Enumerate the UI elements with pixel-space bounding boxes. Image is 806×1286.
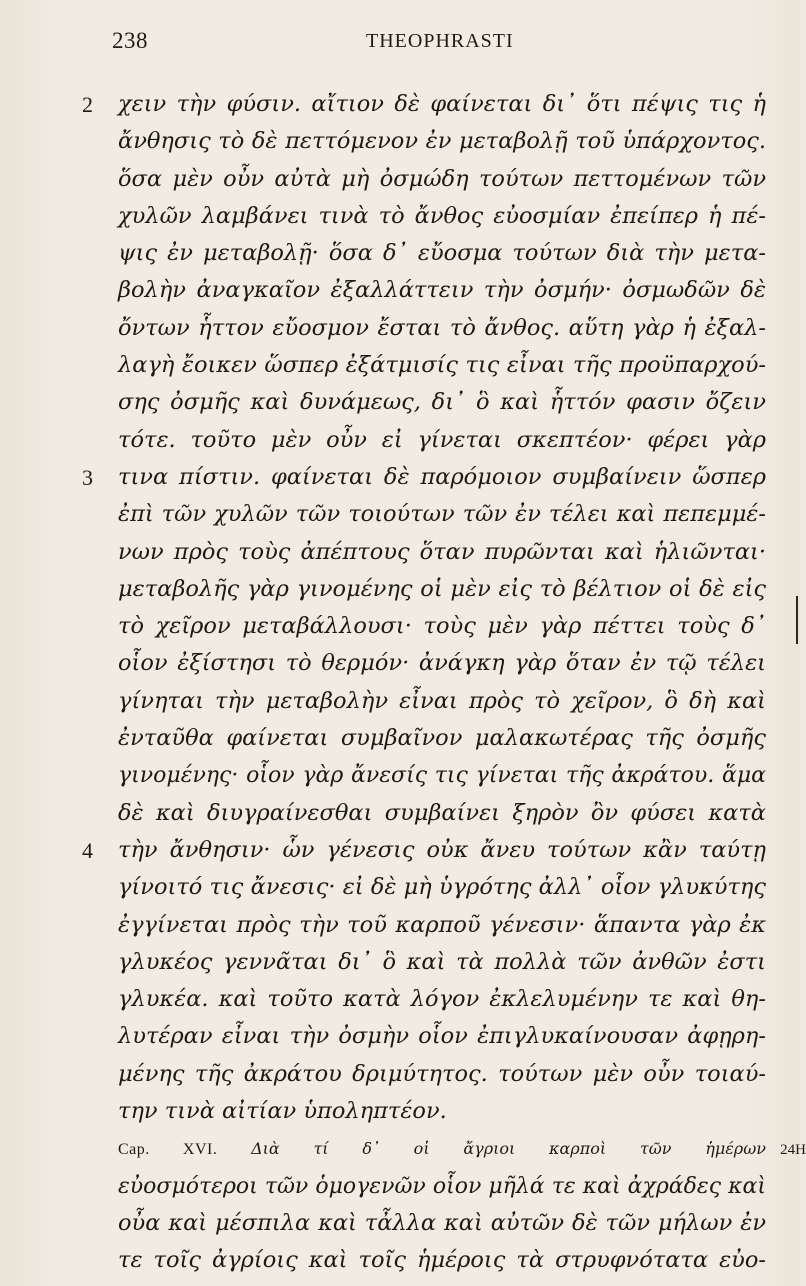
line-text: γλυκέος γεννᾶται δι᾽ ὃ καὶ τὰ πολλὰ τῶν ἀνθῶν ἐστι (118, 948, 766, 975)
line-text: τινα πίστιν. φαίνεται δὲ παρόμοιον συμβαίνειν ὥσπερ (118, 463, 766, 490)
text-line (118, 1242, 766, 1279)
margin-reference: 24H (780, 1142, 806, 1159)
text-line (118, 608, 766, 645)
section-number: 2 (82, 92, 93, 117)
text-line (118, 1205, 766, 1242)
text-line (118, 534, 766, 571)
section-number: 4 (82, 837, 93, 863)
line-text: εὐοσμότεροι τῶν ὁμογενῶν οἷον μῆλά τε καὶ ἀχράδες καὶ (118, 1173, 766, 1199)
chapter-label: Cap. XVI. (118, 1141, 218, 1159)
line-text: ἐνταῦθα φαίνεται συμβαῖνον μαλακωτέρας τῆς ὀσμῆς (118, 725, 766, 752)
line-text: χυλῶν λαμβάνει τινὰ τὸ ἄνθος εὐοσμίαν ἐπείπερ ἡ πέ- (118, 202, 766, 229)
text-line (118, 571, 766, 608)
page-number: 238 (112, 28, 148, 53)
line-text: ἐπὶ τῶν χυλῶν τῶν τοιούτων τῶν ἐν τέλει καὶ πεπεμμέ- (118, 501, 766, 528)
text-line (118, 981, 766, 1018)
text-line (82, 832, 766, 869)
line-text: οὖα καὶ μέσπιλα καὶ τἆλλα καὶ αὐτῶν δὲ τῶν μήλων ἐν (118, 1209, 766, 1236)
text-line (118, 720, 766, 757)
line-text: τότε. τοῦτο μὲν οὖν εἰ γίνεται σκεπτέον· φέρει γὰρ (118, 426, 766, 453)
text-line (118, 310, 766, 347)
text-line (118, 757, 766, 794)
line-text: ἄνθησις τὸ δὲ πεττόμενον ἐν μεταβολῇ τοῦ ὑπάρχοντος. (118, 128, 766, 155)
line-text: ψις ἐν μεταβολῇ· ὅσα δ᾽ εὔοσμα τούτων διὰ τὴν μετα- (118, 240, 766, 267)
line-text: χειν τὴν φύσιν. αἴτιον δὲ φαίνεται δι᾽ ὅτι πέψις τις ἡ (118, 91, 766, 117)
text-line (118, 384, 766, 421)
line-text: γίνοιτό τις ἄνεσις· εἰ δὲ μὴ ὑγρότης ἀλλ᾽ οἷον γλυκύτης (118, 874, 766, 901)
text-line (118, 1168, 766, 1205)
line-text: σης ὀσμῆς καὶ δυνάμεως, δι᾽ ὃ καὶ ἧττόν φασιν ὄζειν (118, 389, 766, 416)
line-text: ὅσα μὲν οὖν αὐτὰ μὴ ὀσμώδη τούτων πεττομένων τῶν (118, 165, 766, 192)
text-block (82, 86, 806, 1280)
line-text: νων πρὸς τοὺς ἀπέπτους ὅταν πυρῶνται καὶ ἡλιῶνται· (118, 538, 766, 565)
text-line (118, 907, 766, 944)
line-text: γινομένης· οἷον γὰρ ἄνεσίς τις γίνεται τῆς ἀκράτου. ἅμα (118, 763, 766, 789)
line-text: Διὰ τί δ᾽ οἱ ἄγριοι καρποὶ τῶν ἡμέρων (251, 1139, 766, 1159)
text-line (118, 347, 766, 384)
page-edge-mark (796, 596, 798, 644)
section-number: 3 (82, 464, 93, 490)
text-line (118, 235, 766, 272)
line-text: δὲ καὶ διυγραίνεσθαι συμβαίνει ξηρὸν ὂν φύσει κατὰ (118, 799, 766, 826)
text-line (82, 459, 766, 496)
line-text: τὸ χεῖρον μεταβάλλουσι· τοὺς μὲν γὰρ πέττει τοὺς δ᾽ (118, 613, 766, 640)
running-head: THEOPHRASTI (366, 30, 514, 52)
line-text: οἷον ἐξίστησι τὸ θερμόν· ἀνάγκη γὰρ ὅταν ἐν τῷ τέλει (118, 650, 766, 677)
line-text: τε τοῖς ἀγρίοις καὶ τοῖς ἡμέροις τὰ στρυφνότατα εὐο- (118, 1247, 766, 1274)
text-line (118, 496, 766, 533)
text-line (118, 795, 766, 832)
line-text: λαγὴ ἔοικεν ὥσπερ ἐξάτμισίς τις εἶναι τῆς προϋπαρχού- (118, 352, 766, 379)
line-text: ὄντων ἧττον εὔοσμον ἔσται τὸ ἄνθος. αὕτη γὰρ ἡ ἐξαλ- (118, 314, 766, 341)
line-text: γλυκέα. καὶ τοῦτο κατὰ λόγον ἐκλελυμένην τε καὶ θη- (118, 986, 766, 1013)
line-text: ἐγγίνεται πρὸς τὴν τοῦ καρποῦ γένεσιν· ἅπαντα γὰρ ἐκ (118, 911, 766, 938)
text-line (118, 1018, 766, 1055)
text-line (118, 645, 766, 682)
line-text: μένης τῆς ἀκράτου δριμύτητος. τούτων μὲν οὖν τοιαύ- (118, 1060, 766, 1087)
text-line (118, 422, 766, 459)
text-line (118, 944, 766, 981)
text-line (118, 272, 766, 309)
text-line (118, 1130, 806, 1167)
line-text: λυτέραν εἶναι τὴν ὀσμὴν οἷον ἐπιγλυκαίνουσαν ἀφῃρη- (118, 1023, 766, 1050)
text-line (118, 1093, 766, 1130)
text-line (82, 86, 766, 123)
line-text: γίνηται τὴν μεταβολὴν εἶναι πρὸς τὸ χεῖρον, ὃ δὴ καὶ (118, 687, 766, 714)
text-line (118, 1056, 766, 1093)
text-line (118, 198, 766, 235)
text-line (118, 683, 766, 720)
line-text: μεταβολῆς γὰρ γινομένης οἱ μὲν εἰς τὸ βέλτιον οἱ δὲ εἰς (118, 575, 766, 602)
line-text: βολὴν ἀναγκαῖον ἐξαλλάττειν τὴν ὀσμήν· ὀσμωδῶν δὲ (118, 277, 766, 304)
line-text: τὴν ἄνθησιν· ὧν γένεσις οὐκ ἄνευ τούτων κἂν ταύτῃ (118, 836, 766, 863)
text-line (118, 161, 766, 198)
text-line (118, 869, 766, 906)
line-text: την τινὰ αἰτίαν ὑποληπτέον. (118, 1098, 447, 1125)
text-line (118, 123, 766, 160)
page-header (112, 28, 732, 64)
